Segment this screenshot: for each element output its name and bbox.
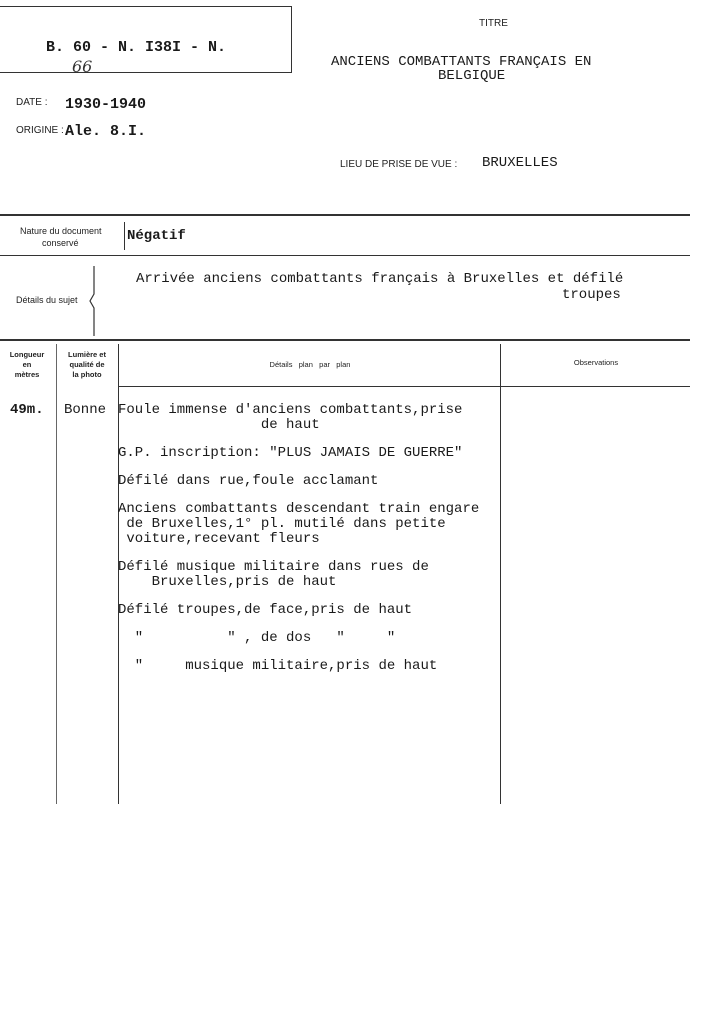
nature-divider — [124, 222, 125, 250]
header-longueur — [2, 350, 52, 380]
ref-box-top — [0, 6, 292, 7]
detail-entry — [118, 603, 503, 618]
detail-line: Anciens combattants descendant train engare — [118, 501, 480, 517]
detail-line: voiture,recevant fleurs — [118, 531, 320, 547]
sujet-line2: troupes — [562, 287, 621, 303]
titre-line1: ANCIENS COMBATTANTS FRANÇAIS EN — [331, 54, 592, 70]
sujet-brace — [88, 266, 100, 336]
detail-entry — [118, 631, 503, 646]
nature-top-line — [0, 214, 690, 216]
nature-value: Négatif — [127, 228, 186, 244]
ref-box-right — [291, 6, 292, 73]
detail-line: Défilé troupes,de face,pris de haut — [118, 602, 413, 618]
sujet-label: Détails du sujet — [16, 295, 78, 305]
origine-value: Ale. 8.I. — [65, 123, 147, 140]
nature-label-1: Nature du document — [20, 226, 102, 236]
ref-box-bottom — [0, 72, 292, 73]
header-lumiere-2: qualité de — [69, 360, 105, 369]
header-longueur-1: Longueur — [9, 350, 45, 359]
detail-line: de Bruxelles,1° pl. mutilé dans petite — [118, 516, 446, 532]
detail-line: Défilé musique militaire dans rues de — [118, 559, 429, 575]
lumiere-value: Bonne — [64, 402, 107, 418]
details-list — [118, 403, 503, 687]
detail-line: Défilé dans rue,foule acclamant — [118, 473, 379, 489]
table-top-line — [0, 339, 690, 341]
table-header-bottom-obs — [500, 386, 690, 387]
detail-entry — [118, 403, 503, 433]
col-divider-1 — [56, 344, 57, 804]
header-observations: Observations — [573, 358, 619, 367]
detail-entry — [118, 474, 503, 489]
header-longueur-3: mètres — [14, 370, 40, 379]
header-details: Détails plan par plan — [269, 360, 351, 369]
detail-line: " musique militaire,pris de haut — [118, 658, 438, 674]
titre-line2: BELGIQUE — [438, 68, 506, 84]
detail-entry — [118, 659, 503, 674]
date-value: 1930-1940 — [65, 96, 147, 113]
detail-entry — [118, 446, 503, 461]
detail-entry — [118, 560, 503, 590]
detail-entry — [118, 502, 503, 547]
lieu-label: LIEU DE PRISE DE VUE : — [340, 159, 458, 170]
header-lumiere — [58, 350, 116, 380]
header-lumiere-1: Lumière et — [68, 350, 106, 359]
table-header-bottom-details — [118, 386, 500, 387]
reference-number: B. 60 - N. I38I - N. — [46, 39, 227, 56]
header-lumiere-3: la photo — [72, 370, 102, 379]
titre-label: TITRE — [479, 18, 508, 29]
detail-line: G.P. inscription: "PLUS JAMAIS DE GUERRE" — [118, 445, 463, 461]
detail-line: Foule immense d'anciens combattants,prise — [118, 402, 463, 418]
detail-line: de haut — [118, 417, 320, 433]
longueur-value: 49m. — [10, 402, 44, 418]
detail-line: Bruxelles,pris de haut — [118, 574, 337, 590]
nature-label-2: conservé — [42, 238, 79, 248]
sujet-line1: Arrivée anciens combattants français à Bruxelles et défilé — [136, 271, 624, 287]
nature-bottom-line — [0, 255, 690, 256]
date-label: DATE : — [16, 97, 48, 108]
origine-label: ORIGINE : — [16, 125, 64, 136]
lieu-value: BRUXELLES — [482, 155, 558, 171]
detail-line: " " , de dos " " — [118, 630, 396, 646]
reference-correction: 66 — [72, 57, 93, 76]
header-longueur-2: en — [22, 360, 32, 369]
